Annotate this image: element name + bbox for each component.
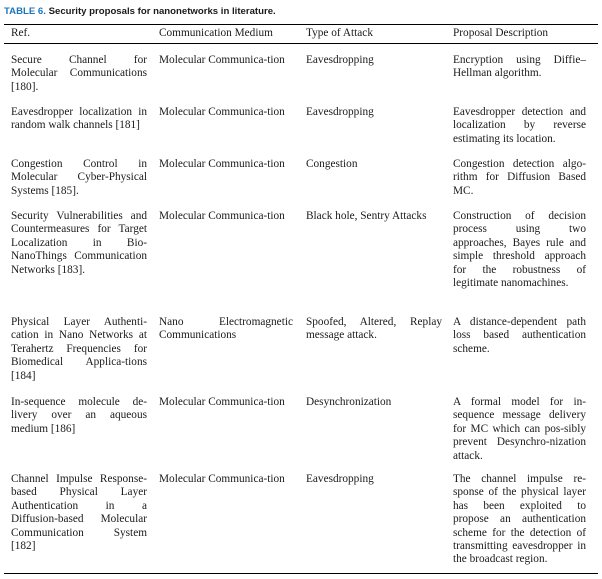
table-bottom-rule (4, 573, 598, 574)
row-4-ref: Security Vulnerabilities and Countermeasures for Target Localization in Bio-NanoThings Communication Networks [183]. (11, 210, 147, 276)
row-2-attack: Eavesdropping (306, 106, 374, 118)
table-top-rule (4, 24, 598, 25)
table-caption (4, 6, 276, 17)
row-7-ref: Channel Impulse Response-based Physical Layer Authentication in a Diffusion-based Molecular Communication System [182] (11, 473, 147, 553)
row-6-attack: Desynchronization (306, 396, 392, 408)
row-7-attack: Eavesdropping (306, 473, 374, 485)
column-header-description: Proposal Description (453, 27, 549, 39)
row-4-attack: Black hole, Sentry Attacks (306, 210, 427, 222)
table-number: TABLE 6. (4, 6, 46, 17)
row-1-medium: Molecular Communica-tion (159, 54, 285, 66)
row-3-attack: Congestion (306, 158, 358, 170)
row-6-description: A formal model for in-sequence message delivery for MC which can pos-sibly prevent Desynchro-nization attack. (453, 396, 586, 462)
row-5-ref: Physical Layer Authenti-cation in Nano Networks at Terahertz Frequencies for Biomedical Applica-tions [184] (11, 316, 147, 382)
row-6-ref: In-sequence molecule de-livery over an aqueous medium [186] (11, 396, 147, 435)
row-5-description: A distance-dependent path loss based authentication scheme. (453, 316, 586, 355)
row-4-medium: Molecular Communica-tion (159, 210, 285, 222)
column-header-ref: Ref. (11, 27, 31, 39)
row-3-medium: Molecular Communica-tion (159, 158, 285, 170)
row-6-medium: Molecular Communica-tion (159, 396, 285, 408)
row-3-ref: Congestion Control in Molecular Cyber-Physical Systems [185]. (11, 158, 147, 197)
column-header-medium: Communication Medium (159, 27, 273, 39)
row-2-description: Eavesdropper detection and localization by reverse estimating its location. (453, 106, 586, 145)
row-3-description: Congestion detection algo-rithm for Diffusion Based MC. (453, 158, 586, 197)
row-1-description: Encryption using Diffie–Hellman algorithm. (453, 54, 586, 80)
table-title: Security proposals for nanonetworks in literature. (48, 6, 276, 17)
row-1-attack: Eavesdropping (306, 54, 374, 66)
row-5-medium: Nano Electromagnetic Communications (159, 316, 293, 342)
row-4-description: Construction of decision process using two approaches, Bayes rule and simple threshold approach for the robustness of legitimate nanomachines. (453, 210, 586, 290)
table-header-rule (4, 43, 598, 44)
row-7-description: The channel impulse re-sponse of the physical layer has been exploited to propose an authentication scheme for the detection of transmitting eavesdropper in the broadcast region. (453, 473, 586, 566)
column-header-attack: Type of Attack (306, 27, 373, 39)
row-2-medium: Molecular Communica-tion (159, 106, 285, 118)
row-2-ref: Eavesdropper localization in random walk channels [181] (11, 106, 147, 132)
row-7-medium: Molecular Communica-tion (159, 473, 285, 485)
row-1-ref: Secure Channel for Molecular Communications [180]. (11, 54, 147, 93)
row-5-attack: Spoofed, Altered, Replay message attack. (306, 316, 442, 342)
